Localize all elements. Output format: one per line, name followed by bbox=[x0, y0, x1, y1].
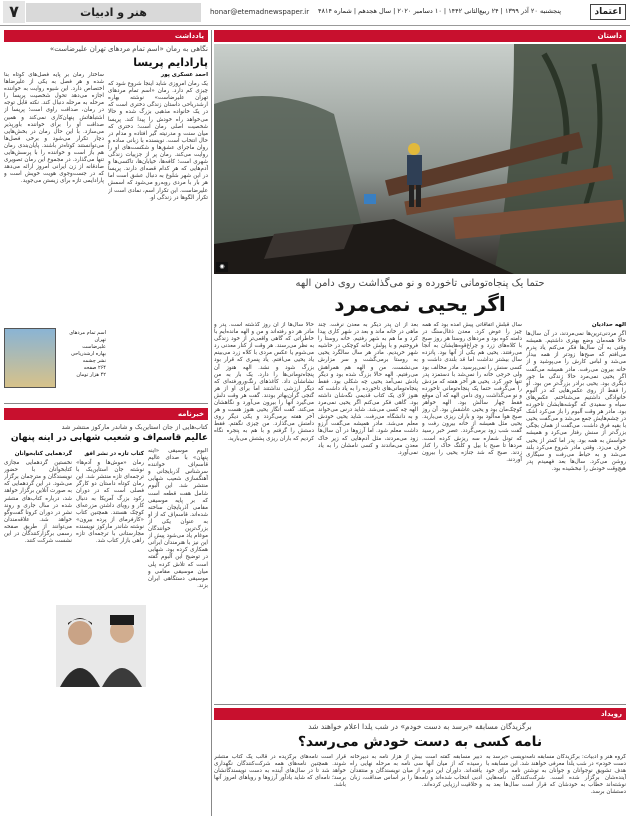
story-text-1: اگر مردنی‌ترین‌ها نمی‌مردند، در آن سال‌ها حالا همه‌مان وضع بهتری داشتیم. همیشه وقتی به آن سال‌ها فکر می‌کنم یاد پدرم می‌افتم که صبح‌ها زودتر از همه بیدار می‌شد و لباس کارش را می‌پوشید و از خانه بیرون می‌رفت. مادر همیشه می‌گفت اگر یحیی نمی‌مرد حالا زندگی ما جور دیگری بود. یحیی برادر بزرگ‌تر من بود. او را فقط از روی عکس‌هایی که در آلبوم خانوادگی داشتیم می‌شناختم. عکس‌های سیاه و سفیدی که گوشه‌هایشان تاخورده بود. مادر هر وقت آلبوم را باز می‌کرد اشک در چشم‌هایش جمع می‌شد و می‌گفت یحیی با بقیه فرق داشت. می‌گفت از همان بچگی بزرگ‌تر از سنش رفتار می‌کرد و همیشه حواسش به همه بود. پدر اما کمتر از یحیی حرف می‌زد. وقتی مادر شروع می‌کرد بلند می‌شد و به حیاط می‌رفت و سیگاری روشن می‌کرد. سال‌ها بعد فهمیدم پدر هیچ‌وقت خودش را نبخشیده بود. bbox=[526, 331, 626, 472]
event-kicker: برگزیدگان مسابقه «برسد به دست خودم» در شب یلدا اعلام خواهند شد bbox=[308, 722, 532, 731]
story-text-4: حالا سال‌ها از آن روز گذشته است. پدر و مادر هر دو رفته‌اند و من و الهه مانده‌ایم با خاطراتی که گاهی واقعی‌تر از خود زندگی به نظر می‌رسند. هر وقت از کنار معدنی رد می‌شوم یا عکس مردی با کلاه زرد می‌بینم یاد یحیی می‌افتم. یاد پسری که قرار بود بزرگ شود و نشد. الهه هنوز آن پنجاه‌تومانی‌ها را دارد. یک بار به من نشانشان داد. کاغذهای رنگ‌ورورفته‌ای که دیگر ارزشی نداشتند اما برای او از هر گنجی گران‌بهاتر بودند. گفت هر وقت دلش می‌گیرد آنها را بیرون می‌آورد و نگاهشان می‌کند. گفت انگار یحیی هنوز هست و هر آخر هفته برمی‌گردد و یکی دیگر روی دامنش می‌گذارد. من چیزی نگفتم. فقط دستش را گرفتم و با هم به پنجره نگاه کردیم که باران ریزی پشتش می‌بارید. bbox=[214, 322, 314, 442]
news-text-3: نخستین گردهمایی مجازی کتابخوانان با حضور نویسندگان و مترجمان برگزار می‌شود. در این گردهمایی که به صورت آنلاین برگزار خواهد شد، درباره کتاب‌های منتشر شده در سال جاری و روند نشر در دوران کرونا گفت‌وگو خواهد شد. علاقه‌مندان می‌توانند از طریق صفحه رسمی برگزارکنندگان در این نشست شرکت کنند. bbox=[4, 460, 72, 545]
news-text-2: رمان «موش‌ها و آدم‌ها» نوشته جان استاین‌بک با ترجمه‌ای تازه منتشر شد. این رمان کوتاه داستان دو کارگر فصلی است که در دوران رکود بزرگ آمریکا به دنبال کار و رویای داشتن مزرعه‌ای کوچک هستند. همچنین کتاب «کارفرمای از پرده بیرون» نوشته شاندر مارکوز نویسنده مجارستانی با ترجمه‌ای تازه راهی بازار کتاب شد. bbox=[76, 460, 144, 545]
page-number: ۷ bbox=[3, 1, 25, 23]
story-column-3 bbox=[318, 322, 418, 704]
story-column-2 bbox=[422, 322, 522, 704]
book-info-item: ۴۲ هزار تومان bbox=[76, 372, 106, 378]
story-byline: الهه حدادیان bbox=[591, 322, 626, 328]
news-text-1: آلبوم موسیقی «اینه پنهان» با صدای عالیم قاسم‌اف خواننده سرشناس آذربایجانی و آهنگسازی شعیب شهابی منتشر شد. این آلبوم شامل هفت قطعه است که بر پایه موسیقی مقامی آذربایجان ساخته شده‌اند. قاسم‌اف که از او به عنوان یکی از بزرگ‌ترین خوانندگان موغام یاد می‌شود پیش از این نیز با هنرمندان ایرانی همکاری کرده بود. شهابی در توضیح این آلبوم گفته است که تلاش کرده پلی میان موسیقی مقامی و موسیقی دستگاهی ایران بزند. bbox=[148, 448, 208, 589]
event-text-3: قرار است نامه‌های برگزیده در قالب یک کتاب منتشر شوند. همچنین نامه‌های همه شرکت‌کنندگان نگهداری خواهد شد تا در سال‌های آینده به دست نویسندگانشان برسد؛ نامه‌ای که شاید یادآور آرزوها و رویاهای امروز آنها باشد. bbox=[214, 754, 346, 789]
event-column-2 bbox=[350, 754, 482, 816]
event-text-1: گروه هنر و ادبیات: برگزیدگان مسابقه نامه‌نویسی «برسد به دست خودم» در شب یلدا معرفی خواهند شد. این مسابقه با هدف تشویق نوجوانان و جوانان به نوشتن نامه برای خود آینده‌شان برگزار شده است. شرکت‌کنندگان نامه‌هایی نوشته‌اند خطاب به خودشان که قرار است سال‌ها بعد به دستشان برسد. bbox=[486, 754, 626, 796]
news-column-1 bbox=[148, 448, 208, 810]
column-divider bbox=[211, 30, 212, 816]
story-text-3: بعد از آن پدر دیگر به معدن نرفت. چند ماهی در خانه ماند و بعد در شهر کاری پیدا کرد و ما هم به شهر رفتیم. خانه روستا را فروختیم و با پولش خانه کوچکی در حاشیه شهر خریدیم. مادر هر سال سالگرد یحیی به روستا برمی‌گشت و سر مزارش می‌نشست. من و الهه هم همراهش می‌رفتیم. الهه حالا بزرگ شده بود و دیگر یادش نمی‌آمد یحیی چه شکلی بود. فقط پنجاه‌تومانی‌های تاخورده را به یاد داشت که هنوز لای یک کتاب قدیمی نگه‌شان داشته بود. گاهی فکر می‌کنم اگر یحیی نمی‌مرد الهه چه کسی می‌شد. شاید درس می‌خواند و به دانشگاه می‌رفت. شاید یحیی خودش معلم می‌شد. مادر همیشه می‌گفت آرزو داشت معلم شود. اما آرزوها در آن سال‌ها زود می‌مردند، مثل آدم‌هایی که زیر خاک معدن می‌ماندند و کسی نامشان را به یاد نمی‌آورد. bbox=[318, 322, 418, 456]
note-headline: پارادایم پریسا bbox=[133, 56, 208, 69]
note-byline: احمد عسکری پور bbox=[160, 72, 208, 78]
section-divider bbox=[214, 704, 626, 705]
event-column-1 bbox=[486, 754, 626, 816]
section-label-notes: یادداشت bbox=[4, 30, 208, 42]
event-headline: نامه کسی به دست خودش می‌رسد؟ bbox=[297, 734, 543, 750]
masthead bbox=[0, 0, 630, 26]
mine-photo bbox=[214, 44, 626, 274]
book-info-item: اسم تمام مردهای تهران bbox=[69, 330, 106, 343]
section-title: هنر و ادبیات bbox=[26, 3, 201, 22]
news-subhead-1: کتاب تازه در نشر افق bbox=[84, 451, 144, 457]
section-divider bbox=[4, 403, 208, 404]
note-column-2 bbox=[4, 72, 104, 324]
dateline: پنجشنبه ۲۰ آذر ۱۳۹۹ | ۲۴ ربیع‌الثانی ۱۴۴۲ | ۱۰ دسامبر ۲۰۲۰ | سال هجدهم | شماره ۴۸۱۴ bbox=[318, 7, 562, 15]
book-info-item: ۲۶۴ صفحه bbox=[83, 365, 106, 371]
section-email: honar@etemadnewspaper.ir bbox=[210, 8, 310, 16]
story-kicker: حتما یک پنجاه‌تومانی تاخورده و نو می‌گذاشت روی دامن الهه bbox=[295, 278, 545, 289]
event-column-3 bbox=[214, 754, 346, 816]
section-label-story: داستان bbox=[214, 30, 626, 42]
book-info-item: بهاره ارشدریاحی bbox=[70, 351, 106, 357]
musician-portraits bbox=[56, 605, 146, 687]
news-subhead-2: گردهمایی کتابخوانان bbox=[14, 451, 72, 457]
story-headline: اگر یحیی نمی‌مرد bbox=[334, 292, 506, 316]
note-column-1 bbox=[108, 72, 208, 402]
book-info-item: نشر چشمه bbox=[82, 358, 106, 364]
story-text-2: سال قبلش اتفاقاتی پیش آمده بود که همه چیز را عوض کرد. معدن ذغال‌سنگ در دامنه کوه بود و مردهای روستا هر روز صبح با کلاه‌های زرد و چراغ‌قوه‌هایشان به آنجا می‌رفتند. یحیی هم یکی از آنها بود. پانزده سال بیشتر نداشت اما قد بلندی داشت و کسی سنش را نمی‌پرسید. مادر مخالف بود ولی خرجی خانه را نمی‌شد با دستمزد پدر تنها جور کرد. یحیی هر آخر هفته که مزدش را می‌گرفت حتما یک پنجاه‌تومانی تاخورده و نو می‌گذاشت روی دامن الهه که آن موقع فقط چهار سالش بود. الهه خواهر کوچک‌مان بود و یحیی عاشقش بود. آن روز صبح هوا مه‌آلود بود و باران ریزی می‌بارید. یحیی مثل همیشه از خانه بیرون رفت و گفت شب زود برمی‌گردد. عصر خبر رسید که تونل شماره سه ریزش کرده است. مردها تا صبح با بیل و کلنگ خاک را کنار زدند. صبح که شد جنازه یحیی را بیرون آوردند. bbox=[422, 322, 522, 463]
note-text-2: ساختار رمان بر پایه فصل‌های کوتاه بنا شده و هر فصل به یکی از علیرضاها اختصاص دارد. این شیوه روایت به خواننده اجازه می‌دهد تحول شخصیت پریسا را مرحله به مرحله دنبال کند. نکته قابل توجه در رمان، صداقت راوی است؛ پریسا از اشتباهاتش پنهان‌کاری نمی‌کند و همین صداقت او را برای خواننده باورپذیر می‌سازد. با این حال رمان در بخش‌هایی دچار تکرار می‌شود و برخی فصل‌ها می‌توانستند کوتاه‌تر باشند. پایان‌بندی رمان هم باز است و خواننده را با پرسش‌هایی تنها می‌گذارد. در مجموع این رمان تصویری صادقانه از زن ایرانی امروز ارائه می‌دهد که در جست‌وجوی هویت خویش است و پارادایمی تازه برای زیستن می‌جوید. bbox=[4, 72, 104, 185]
news-column-2 bbox=[76, 448, 144, 600]
camera-icon: ◉ bbox=[216, 262, 228, 272]
section-label-event: رویداد bbox=[214, 708, 626, 720]
event-text-2: دبیر مسابقه گفته است بیش از هزار نامه به دبیرخانه رسیده که از میان آنها سی نامه به مرحله نهایی راه یافته‌اند. داوران این دوره از میان نویسندگان و منتقدان ادبی انتخاب شده‌اند و نامه‌ها را بر اساس صداقت، زبان و خلاقیت ارزیابی کرده‌اند. bbox=[350, 754, 482, 789]
note-text-1: یک رمان امروزی شاید اینجا شروع شود که چیزی کم دارد. رمان «اسم تمام مردهای تهران علیرضاست» نوشته بهاره ارشدریاحی داستان زندگی دختری است که در یک خانواده مذهبی بزرگ شده و حالا می‌خواهد راه خودش را پیدا کند. پریسا شخصیت اصلی رمان است؛ دختری که میان سنت و مدرنیته گیر افتاده و مدام در حال انتخاب است. نویسنده با زبانی ساده و روان ماجرای عشق‌ها و شکست‌های او را روایت می‌کند. رمان پر از جزییات زندگی شهری است؛ کافه‌ها، خیابان‌ها، تاکسی‌ها و آدم‌هایی که هر کدام قصه‌ای دارند. پریسا در این شهر شلوغ به دنبال عشق است اما هر بار با مردی روبه‌رو می‌شود که اسمش علیرضاست. این تکرار اسم، نمادی است از تکرار الگوها در زندگی او. bbox=[108, 81, 208, 201]
story-column-1 bbox=[526, 322, 626, 704]
news-kicker: کتاب‌هایی از جان استاین‌بک و شاندر مارکوز منتشر شد bbox=[61, 423, 208, 431]
book-info-item: علیرضاست bbox=[82, 344, 106, 350]
news-headline: عالیم قاسم‌اف و شعیب شهابی در اینه پنهان bbox=[10, 433, 208, 443]
newspaper-logo: اعتماد bbox=[590, 4, 626, 20]
book-info-list bbox=[58, 330, 106, 379]
story-column-4 bbox=[214, 322, 314, 704]
book-cover bbox=[4, 328, 56, 388]
note-kicker: نگاهی به رمان «اسم تمام مردهای تهران علیرضاست» bbox=[49, 45, 208, 53]
section-label-news: خبرنامه bbox=[4, 408, 208, 420]
